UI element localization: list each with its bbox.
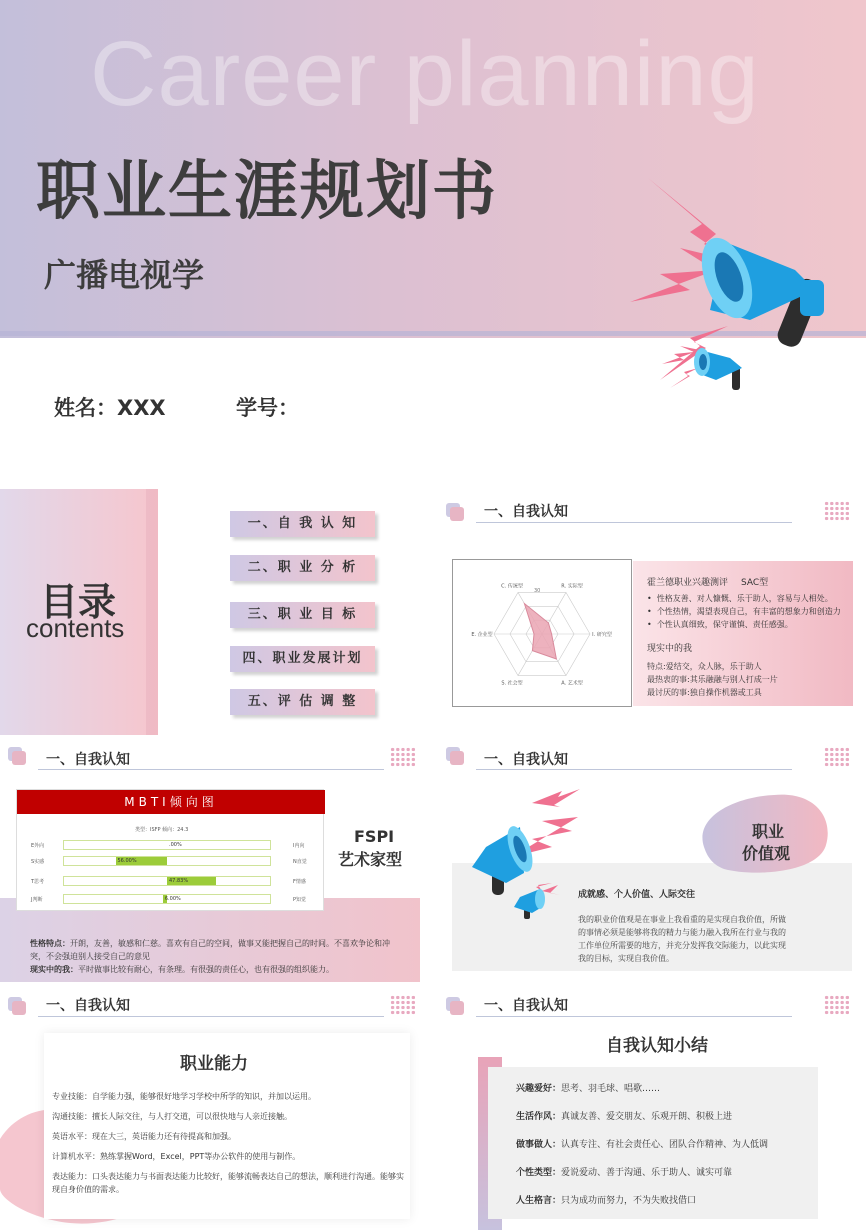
- header-square: [450, 751, 464, 765]
- mbti-value: .00%: [169, 842, 182, 848]
- dots-decoration: [390, 995, 416, 1015]
- sac-type: SAC型: [741, 578, 769, 588]
- mbti-value: 6.00%: [164, 896, 181, 902]
- summary-label: 兴趣爱好：: [516, 1084, 562, 1094]
- values-body: 我的职业价值观是在事业上我看重的是实现自我价值，所做的事情必须是能够将我的精力与能力融入我所在行业与我的工作单位所需要的地方，并充分发挥我交际能力，以此实现我的目标，实现自我价值。: [578, 915, 786, 963]
- header-square: [450, 1001, 464, 1015]
- mbti-chart: [16, 789, 324, 911]
- mbti-left-label: S实感: [31, 859, 45, 865]
- summary-item-2: [516, 1109, 732, 1122]
- radar-label: S. 社会型: [501, 680, 523, 687]
- header-line: [476, 769, 792, 770]
- dots-decoration: [824, 501, 850, 521]
- cover-slide: [0, 0, 866, 488]
- toc-item-2[interactable]: 二、职 业 分 析: [230, 555, 375, 581]
- mbti-bar: [63, 856, 271, 866]
- holland-slide: [440, 489, 866, 739]
- section-title: 一、自我认知: [46, 752, 130, 768]
- section-title: 一、自我认知: [484, 998, 568, 1014]
- toc-item-3[interactable]: 三、职 业 目 标: [230, 602, 375, 628]
- radar-label: R. 实际型: [561, 583, 583, 590]
- trait-paragraph: [30, 937, 400, 963]
- dots-decoration: [824, 995, 850, 1015]
- mbti-right-label: P知觉: [293, 897, 307, 903]
- reality-line-1: 特点:爱结交，众人脉，乐于助人: [647, 662, 762, 671]
- toc-subtitle: contents: [26, 613, 125, 643]
- values-headline: 成就感、个人价值、人际交往: [578, 890, 696, 900]
- reality-title: 现实中的我: [647, 644, 693, 654]
- header-square: [12, 1001, 26, 1015]
- toc-item-1[interactable]: 一、自 我 认 知: [230, 511, 375, 537]
- summary-label: 生活作风：: [516, 1112, 562, 1122]
- radar-label: A. 艺术型: [561, 680, 583, 687]
- abilities-slide: [0, 991, 433, 1230]
- art-type-label: 艺术家型: [338, 850, 403, 869]
- sac-panel: [633, 561, 853, 706]
- values-title-1: 职业: [752, 822, 785, 841]
- ability-line-5: 表达能力：口头表达能力与书面表达能力比较好，能够流畅表达自己的想法，顺利进行沟通。能够实现自身价值的需求。: [52, 1172, 404, 1194]
- ability-line-3: 英语水平：现在大三，英语能力还有待提高和加强。: [52, 1132, 236, 1141]
- mbti-value: 47.83%: [169, 878, 189, 884]
- cover-title: 职业生涯规划书: [36, 155, 498, 229]
- header-line: [476, 522, 792, 523]
- small-megaphone-icon: [510, 881, 560, 921]
- bullet-text: 个性热情，渴望表现自己，有丰富的想象力和创造力: [656, 607, 841, 616]
- reality-text: 平时做事比较有耐心，有条理。有很强的责任心，也有很强的组织能力。: [78, 965, 334, 974]
- summary-item-3: [516, 1137, 768, 1150]
- abilities-title: 职业能力: [180, 1054, 248, 1074]
- summary-slide: [440, 991, 866, 1230]
- radar-scale: 30: [534, 588, 541, 594]
- dots-decoration: [824, 747, 850, 767]
- summary-text: 思考、羽毛球、唱歌……: [561, 1084, 661, 1094]
- header-line: [38, 1016, 384, 1017]
- values-title-2: 价值观: [742, 844, 791, 863]
- toc-item-4[interactable]: 四、职业发展计划: [230, 646, 375, 672]
- mbti-left-label: J判断: [31, 897, 43, 903]
- toc-item-5[interactable]: 五、评 估 调 整: [230, 689, 375, 715]
- mbti-subtitle: 类型：ISFP 倾向：24.3: [135, 827, 189, 833]
- summary-label: 人生格言：: [516, 1196, 562, 1206]
- name-field: 姓名：XXX: [54, 396, 166, 420]
- reality-paragraph: [30, 963, 410, 976]
- cover-watermark: Career planning: [90, 23, 760, 125]
- header-square: [12, 751, 26, 765]
- ability-line-1: 专业技能：自学能力强，能够很好地学习学校中所学的知识，并加以运用。: [52, 1092, 316, 1101]
- trait-text: 开朗，友善，敏感和仁慈。喜欢有自己的空间，做事又能把握自己的时间。不喜欢争论和冲突，不会强迫别人接受自己的意见: [30, 939, 390, 961]
- reality-line-3: 最讨厌的事:独自操作机器或工具: [647, 688, 762, 697]
- summary-text: 真诚友善、爱交朋友、乐观开朗、积极上进: [561, 1112, 733, 1122]
- summary-item-5: [516, 1193, 696, 1206]
- summary-label: 个性类型：: [516, 1168, 562, 1178]
- values-slide: [440, 741, 866, 989]
- mbti-bar: [63, 840, 271, 850]
- mbti-value: 56.00%: [117, 858, 137, 864]
- mbti-right-label: F情感: [293, 879, 306, 885]
- mbti-left-label: T思考: [31, 879, 45, 885]
- section-title: 一、自我认知: [484, 752, 568, 768]
- radar-svg: [453, 560, 631, 706]
- mbti-bar: [63, 894, 271, 904]
- radar-series: [524, 604, 556, 659]
- summary-text: 只为成功而努力，不为失败找借口: [561, 1196, 697, 1206]
- toc-slide: [0, 489, 433, 739]
- header-line: [476, 1016, 792, 1017]
- ability-line-4: 计算机水平：熟练掌握Word，Excel，PPT等办公软件的使用与制作。: [52, 1152, 301, 1161]
- reality-label: 现实中的我：: [30, 965, 78, 974]
- bullet-text: 性格友善、对人慷慨、乐于助人，容易与人相处。: [656, 594, 833, 603]
- sac-title: 霍兰德职业兴趣测评: [647, 578, 729, 588]
- cover-subtitle: 广播电视学: [44, 256, 205, 294]
- summary-title: 自我认知小结: [606, 1036, 708, 1056]
- reality-line-2: 最热衷的事:其乐融融与别人打成一片: [647, 675, 778, 684]
- summary-label: 做事做人：: [516, 1140, 562, 1150]
- radar-label: E. 企业型: [471, 632, 493, 638]
- bullet-text: 个性认真细致，保守谨慎、责任感强。: [656, 620, 793, 629]
- radar-label: C. 传统型: [501, 583, 523, 590]
- section-title: 一、自我认知: [46, 998, 130, 1014]
- section-title: 一、自我认知: [484, 504, 568, 520]
- radar-chart: [452, 559, 632, 707]
- trait-label: 性格特点：: [30, 939, 70, 948]
- mbti-right-label: N直觉: [293, 859, 307, 865]
- mbti-bar: [63, 876, 271, 886]
- fspi-label: FSPI: [354, 827, 395, 846]
- sac-bullet-1: • 性格友善、对人慷慨、乐于助人，容易与人相处。: [647, 594, 833, 603]
- summary-item-1: [516, 1081, 660, 1094]
- mbti-left-label: E外向: [31, 843, 45, 849]
- summary-text: 爱说爱动、善于沟通、乐于助人、诚实可靠: [561, 1168, 733, 1178]
- summary-text: 认真专注、有社会责任心、团队合作精神、为人低调: [561, 1140, 769, 1150]
- toc-title: 目录: [40, 580, 117, 624]
- header-line: [38, 769, 384, 770]
- radar-label: I. 研究型: [592, 632, 612, 638]
- mbti-title: MBTI倾向图: [17, 790, 325, 814]
- small-megaphone-icon: [660, 328, 750, 394]
- student-id-field: 学号：: [236, 396, 299, 420]
- header-square: [450, 507, 464, 521]
- sac-bullet-3: • 个性认真细致，保守谨慎、责任感强。: [647, 620, 793, 629]
- ability-line-2: 沟通技能：擅长人际交往，与人打交道，可以很快地与人亲近接触。: [52, 1112, 292, 1121]
- dots-decoration: [390, 747, 416, 767]
- summary-item-4: [516, 1165, 732, 1178]
- mbti-right-label: I内向: [293, 843, 305, 849]
- sac-bullet-2: • 个性热情，渴望表现自己，有丰富的想象力和创造力: [647, 607, 841, 616]
- mbti-slide: [0, 741, 433, 989]
